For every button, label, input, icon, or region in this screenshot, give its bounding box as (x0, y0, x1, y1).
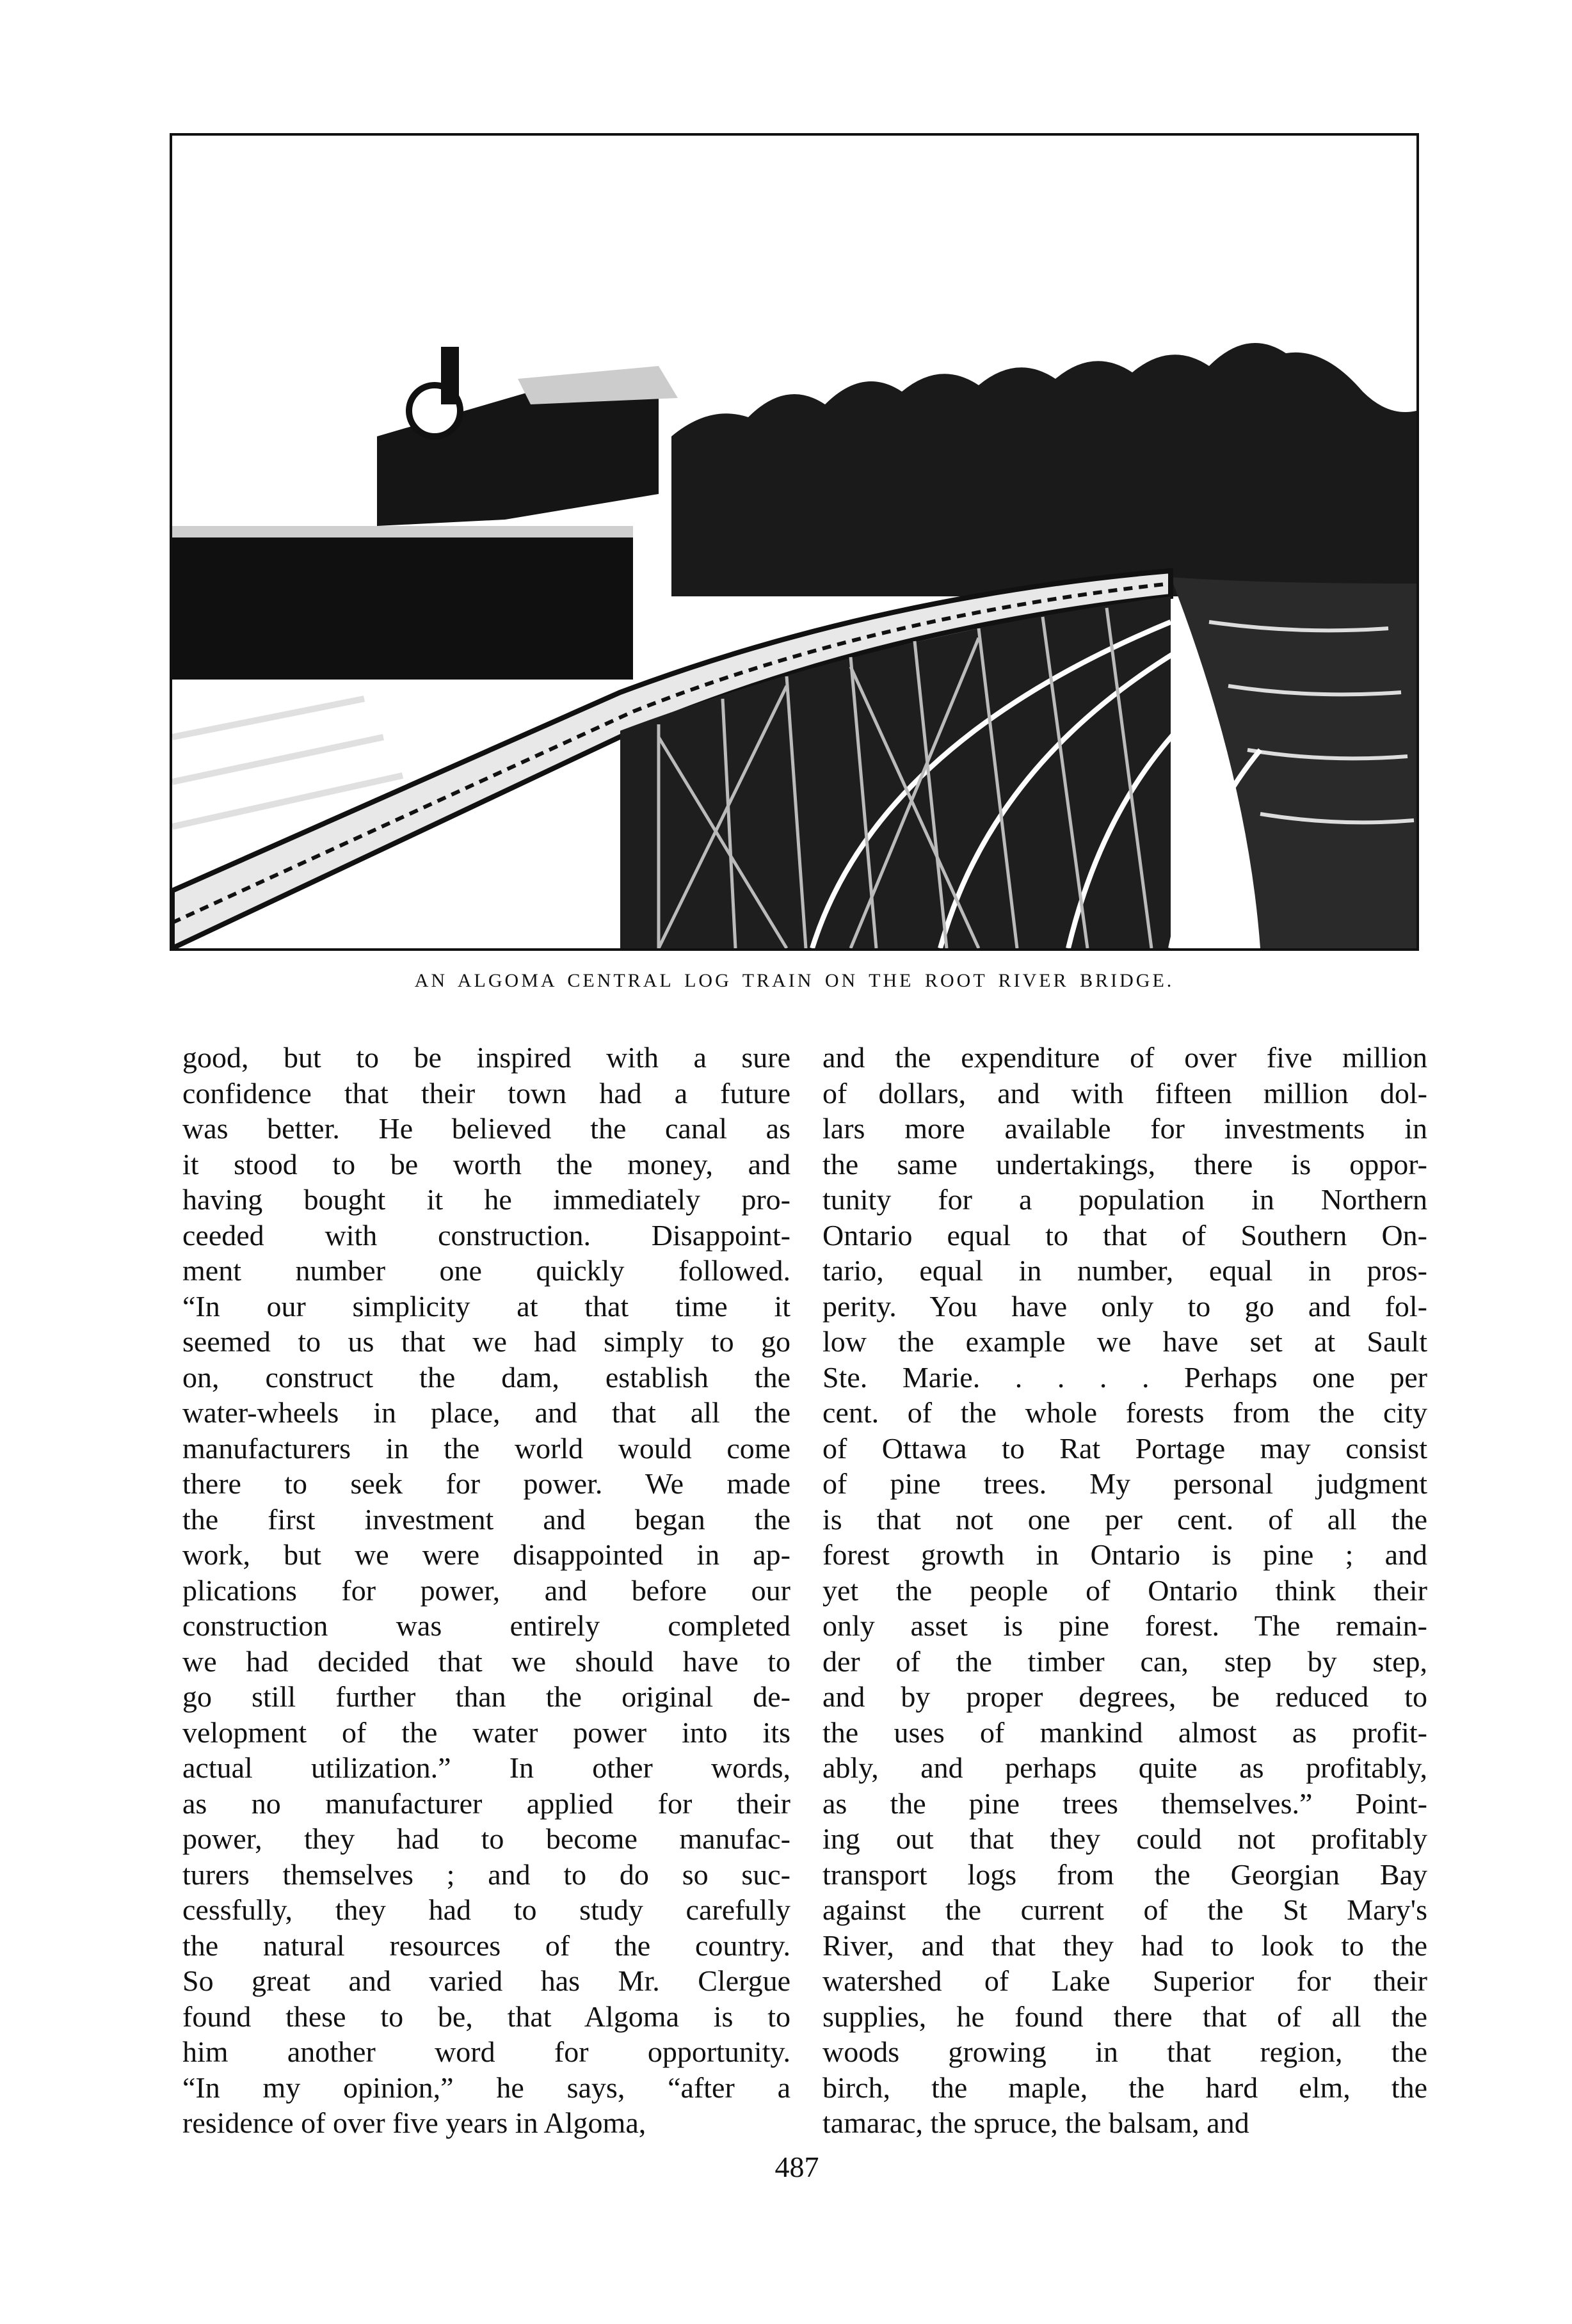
text-line: power, they had to become manufac- (182, 1822, 790, 1855)
text-line: ably, and perhaps quite as profitably, (822, 1751, 1427, 1784)
text-line: work, but we were disappointed in ap- (182, 1538, 790, 1571)
text-line: birch, the maple, the hard elm, the (822, 2071, 1427, 2104)
text-line: only asset is pine forest. The remain- (822, 1609, 1427, 1642)
text-line: ceeded with construction. Disappoint- (182, 1218, 790, 1252)
text-line: Ste. Marie. . . . . Perhaps one per (822, 1360, 1427, 1394)
text-line: manufacturers in the world would come (182, 1431, 790, 1465)
text-line: of dollars, and with fifteen million dol- (822, 1076, 1427, 1110)
text-line: there to seek for power. We made (182, 1467, 790, 1500)
text-line: as no manufacturer applied for their (182, 1787, 790, 1820)
text-line: construction was entirely completed (182, 1609, 790, 1642)
text-line: as the pine trees themselves.” Point- (822, 1787, 1427, 1820)
text-line: go still further than the original de- (182, 1680, 790, 1713)
text-line: watershed of Lake Superior for their (822, 1964, 1427, 1997)
text-line: water-wheels in place, and that all the (182, 1396, 790, 1429)
text-line: actual utilization.” In other words, (182, 1751, 790, 1784)
text-line: River, and that they had to look to the (822, 1929, 1427, 1962)
text-line: we had decided that we should have to (182, 1644, 790, 1678)
text-line: of Ottawa to Rat Portage may consist (822, 1431, 1427, 1465)
text-line: against the current of the St Mary's (822, 1893, 1427, 1926)
text-line: yet the people of Ontario think their (822, 1573, 1427, 1607)
log-car (172, 532, 633, 680)
text-line: ment number one quickly followed. (182, 1254, 790, 1287)
text-line: of pine trees. My personal judgment (822, 1467, 1427, 1500)
text-line: him another word for opportunity. (182, 2035, 790, 2068)
text-line: cent. of the whole forests from the city (822, 1396, 1427, 1429)
text-line: is that not one per cent. of all the (822, 1502, 1427, 1536)
text-line: having bought it he immediately pro- (182, 1183, 790, 1216)
text-line: residence of over five years in Algoma, (182, 2106, 646, 2139)
text-line: the first investment and began the (182, 1502, 790, 1536)
text-line: and by proper degrees, be reduced to (822, 1680, 1427, 1713)
text-column-left (182, 1040, 790, 2141)
text-line: found these to be, that Algoma is to (182, 2000, 790, 2033)
text-line: was better. He believed the canal as (182, 1112, 790, 1145)
text-line: der of the timber can, step by step, (822, 1644, 1427, 1678)
text-line: lars more available for investments in (822, 1112, 1427, 1145)
text-line: velopment of the water power into its (182, 1715, 790, 1749)
text-line: Ontario equal to that of Southern On- (822, 1218, 1427, 1252)
text-line: perity. You have only to go and fol- (822, 1289, 1427, 1323)
text-line: forest growth in Ontario is pine ; and (822, 1538, 1427, 1571)
text-line: “In my opinion,” he says, “after a (182, 2071, 790, 2104)
text-line: transport logs from the Georgian Bay (822, 1858, 1427, 1891)
text-column-right (822, 1040, 1427, 2141)
page-number: 487 (774, 2151, 819, 2183)
text-line: the same undertakings, there is oppor- (822, 1147, 1427, 1181)
figure-caption: AN ALGOMA CENTRAL LOG TRAIN ON THE ROOT RIVER BRIDGE. (414, 970, 1175, 991)
log-car-roofline (172, 526, 633, 537)
figure-photograph (170, 133, 1419, 951)
text-line: tamarac, the spruce, the balsam, and (822, 2106, 1249, 2139)
text-line: tario, equal in number, equal in pros- (822, 1254, 1427, 1287)
text-line: the uses of mankind almost as profit- (822, 1715, 1427, 1749)
text-line: turers themselves ; and to do so suc- (182, 1858, 790, 1891)
text-line: “In our simplicity at that time it (182, 1289, 790, 1323)
text-line: cessfully, they had to study carefully (182, 1893, 790, 1926)
smokestack (441, 347, 459, 404)
text-line: So great and varied has Mr. Clergue (182, 1964, 790, 1997)
text-line: low the example we have set at Sault (822, 1325, 1427, 1358)
text-line: plications for power, and before our (182, 1573, 790, 1607)
text-line: ing out that they could not profitably (822, 1822, 1427, 1855)
text-line: on, construct the dam, establish the (182, 1360, 790, 1394)
text-line: woods growing in that region, the (822, 2035, 1427, 2068)
text-line: tunity for a population in Northern (822, 1183, 1427, 1216)
text-line: supplies, he found there that of all the (822, 2000, 1427, 2033)
text-line: the natural resources of the country. (182, 1929, 790, 1962)
train-bridge-illustration (172, 136, 1416, 948)
text-line: good, but to be inspired with a sure (182, 1041, 790, 1074)
text-line: it stood to be worth the money, and (182, 1147, 790, 1181)
text-line: and the expenditure of over five million (822, 1041, 1427, 1074)
text-line: seemed to us that we had simply to go (182, 1325, 790, 1358)
text-line: confidence that their town had a future (182, 1076, 790, 1110)
